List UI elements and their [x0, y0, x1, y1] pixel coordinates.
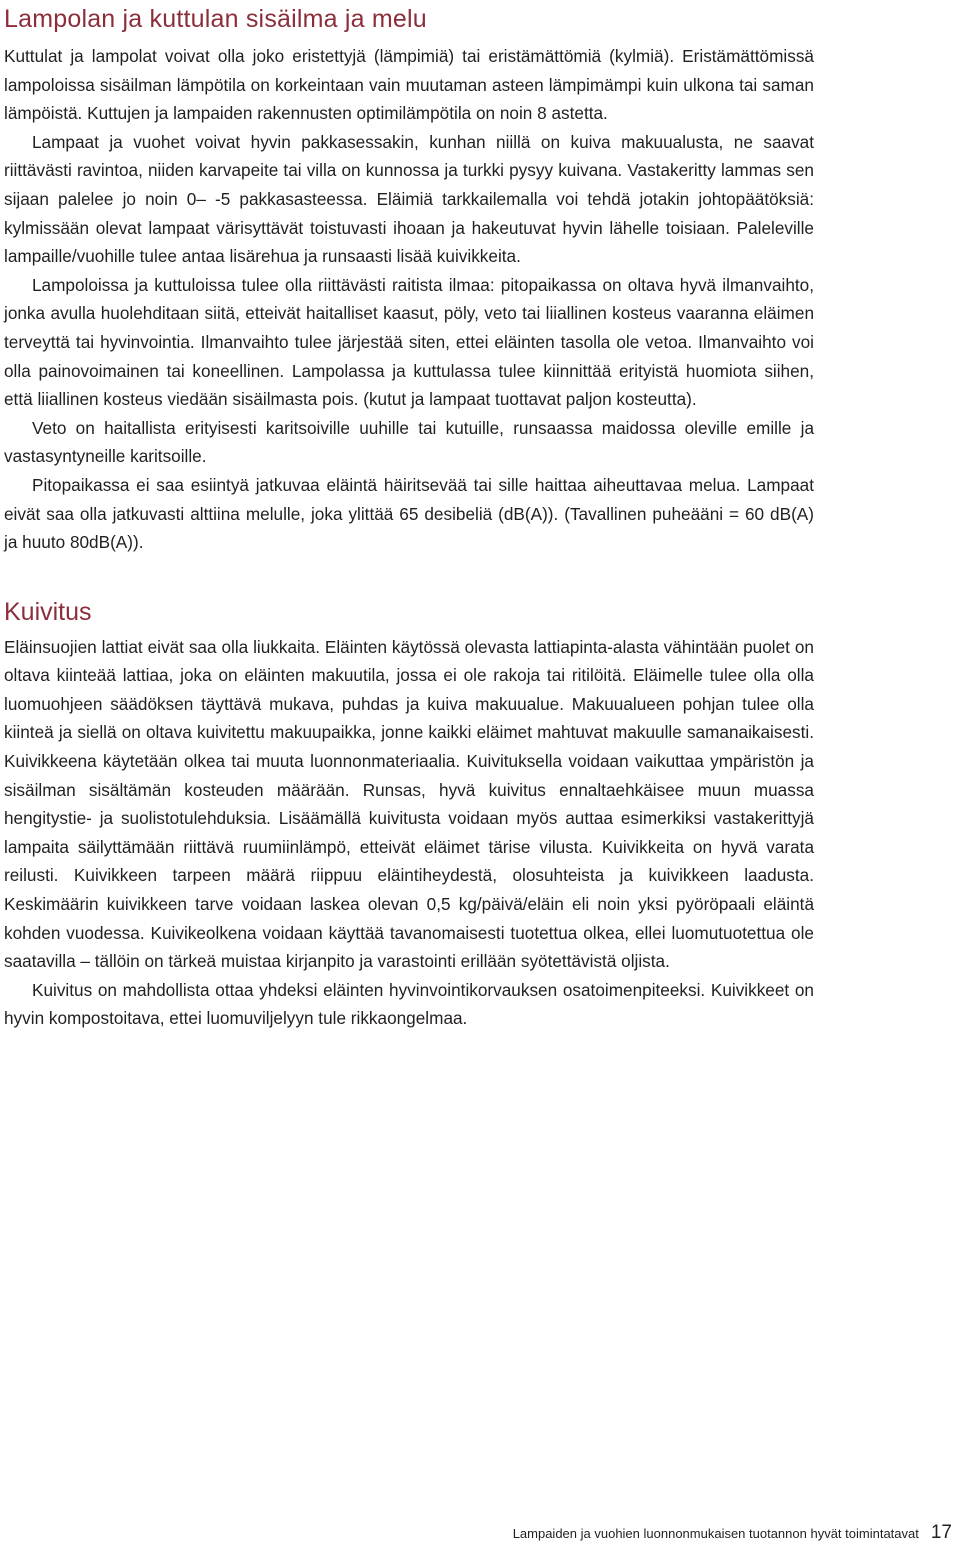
running-title: Lampaiden ja vuohien luonnonmukaisen tuotannon hyvät toimintatavat	[512, 1526, 919, 1541]
paragraph: Kuttulat ja lampolat voivat olla joko eristettyjä (lämpimiä) tai eristämättömiä (kylmiä). Eristämättömissä lampoloissa sisäilman lämpötila on korkeintaan vain muutaman asteen lämpimämpi kuin ulkona tai saman lämpöistä. Kuttujen ja lampaiden rakennusten optimilämpötila on noin 8 astetta.	[4, 46, 814, 124]
paragraph: Veto on haitallista erityisesti karitsoiville uuhille tai kutuille, runsaassa maidossa oleville emille ja vastasyntyneille karitsoille.	[4, 417, 814, 467]
paragraph: Kuivitus on mahdollista ottaa yhdeksi eläinten hyvinvointikorvauksen osatoimenpiteeksi. Kuivikkeet on hyvin kompostoitava, ettei luomuviljelyyn tule rikkaongelmaa.	[4, 979, 814, 1029]
paragraph: Pitopaikassa ei saa esiintyä jatkuvaa eläintä häiritsevää tai sille haittaa aiheuttavaa melua. Lampaat eivät saa olla jatkuvasti alttiina melulle, joka ylittää 65 desibeliä (dB(A)). (Tavallinen puheääni = 60 dB(A) ja huuto 80dB(A)).	[4, 474, 814, 553]
section-bedding	[4, 597, 814, 1033]
page-number: 17	[930, 1522, 952, 1543]
section-heading: Kuivitus	[4, 597, 92, 626]
paragraph: Lampoloissa ja kuttuloissa tulee olla riittävästi raitista ilmaa: pitopaikassa on oltava hyvä ilmanvaihto, jonka avulla huolehditaan siitä, etteivät haitalliset kaasut, pöly, veto tai liiallinen kosteus vaaranna eläimen terveyttä tai hyvinvointia. Ilmanvaihto tulee järjestää siten, ettei eläinten tasolla ole vetoa. Ilmanvaihto voi olla painovoimainen tai koneellinen. Lampolassa ja kuttulassa tulee kiinnittää erityistä huomiota siihen, että liiallinen kosteus viedään sisäilmasta pois. (kutut ja lampaat tuottavat paljon kosteutta).	[4, 274, 814, 410]
paragraph: Eläinsuojien lattiat eivät saa olla liukkaita. Eläinten käytössä olevasta lattiapinta-alasta vähintään puolet on oltava kiinteää lattiaa, joka on eläinten makuutila, jossa ei ole rakoja tai ritilöitä. Eläimelle tulee olla olla luomuohjeen säädöksen täyttävä mukava, puhdas ja kuiva makuualue. Makuualueen pohjan tulee olla kiinteä ja siellä on oltava kuivitettu makuupaikka, jonne kaikki eläimet mahtuvat makuulle samanaikaisesti. Kuivikkeena käytetään olkea tai muuta luonnonmateriaalia. Kuivituksella voidaan vaikuttaa ympäristön ja sisäilman sisältämän kosteuden määrään. Runsas, hyvä kuivitus ennaltaehkäisee muun muassa hengitystie- ja suolistotulehduksia. Lisäämällä kuivitusta voidaan myös auttaa esimerkiksi vastakerittyjä lampaita säilyttämään riittävä ruumiinlämpö, etteivät eläimet tärise vilusta. Kuivikkeita on hyvä varata reilusti. Kuivikkeen tarpeen määrä riippuu eläintiheydestä, olosuhteista ja kuivikkeen laadusta. Keskimäärin kuivikkeen tarve voidaan laskea olevan 0,5 kg/päivä/eläin eli noin yksi pyöröpaali eläintä kohden vuodessa. Kuivikeolkena voidaan käyttää tavanomaisesti tuotettua olkea, ellei luomutuotettua ole saatavilla – tällöin on tärkeä muistaa kirjanpito ja varastointi erillään syötettävistä oljista.	[4, 636, 814, 972]
page-footer	[513, 1522, 952, 1544]
document-page	[4, 0, 814, 1033]
section-indoor-air-noise	[4, 4, 814, 557]
paragraph: Lampaat ja vuohet voivat hyvin pakkasessakin, kunhan niillä on kuiva makuualusta, ne saavat riittävästi ravintoa, niiden karvapeite tai villa on kunnossa ja turkki pysyy kuivana. Vastakeritty lammas sen sijaan palelee jo noin 0– -5 pakkasasteessa. Eläimiä tarkkailemalla voi tehdä jotakin johtopäätöksiä: kylmissään olevat lampaat värisyttävät toistuvasti ihoaan ja hakeutuvat hyvin lähelle toisiaan. Paleleville lampaille/vuohille tulee antaa lisärehua ja runsaasti lisää kuivikkeita.	[4, 131, 814, 267]
section-heading: Lampolan ja kuttulan sisäilma ja melu	[4, 5, 427, 33]
